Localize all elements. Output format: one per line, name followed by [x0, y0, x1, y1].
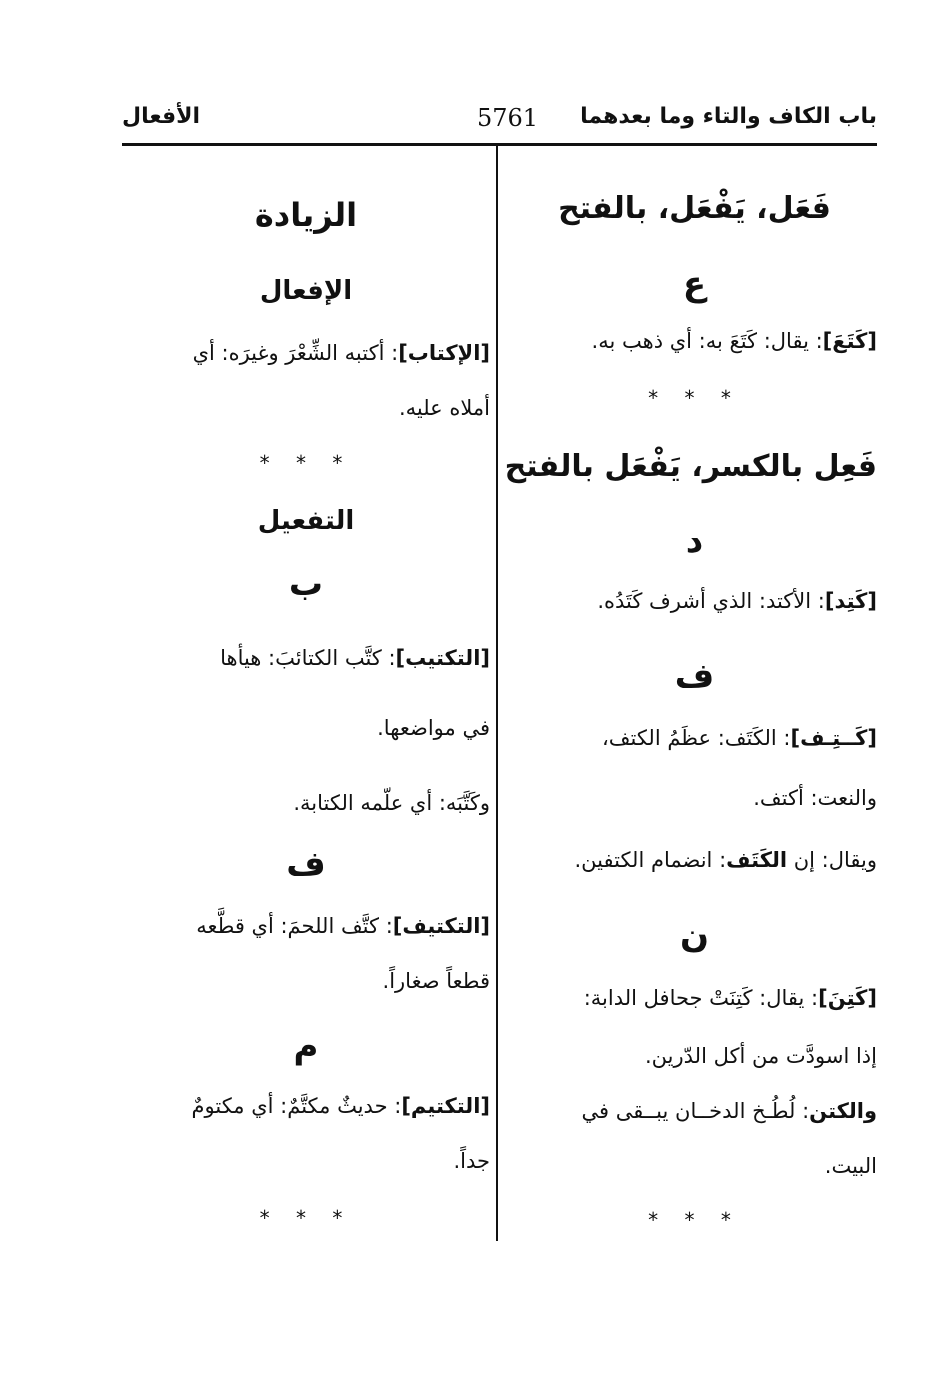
entry-iktab-line2: أملاه عليه.	[398, 396, 490, 420]
column-divider	[496, 146, 498, 1241]
entry-katin: [كَتِنَ]: يقال: كَتِنَتْ جحافل الدابة:	[583, 986, 877, 1010]
separator-stars: * * *	[648, 1208, 741, 1232]
section-title: الأفعال	[122, 104, 201, 129]
separator-stars: * * *	[259, 451, 353, 475]
entry-iktab: [الإكتاب]: أكتبه الشِّعْرَ وغيرَه: أي	[192, 341, 490, 365]
entry-taktib: [التكتيب]: كتَّب الكتائبَ: هيأها	[220, 646, 490, 670]
entry-katin-line4: البيت.	[824, 1154, 877, 1178]
heading-ziyada: الزيادة	[254, 196, 358, 234]
entry-taktim-line2: جداً.	[453, 1149, 490, 1173]
entry-katif-line3: ويقال: إن الكَتَف: انضمام الكتفين.	[574, 848, 877, 872]
entry-taktib-line2: في مواضعها.	[377, 716, 490, 740]
entry-taktif: [التكتيف]: كتَّف اللحمَ: أي قطَّعه	[196, 914, 490, 938]
header-rule	[122, 143, 877, 146]
entry-taktib-line3: وكَتَّبَه: أي علّمه الكتابة.	[293, 791, 490, 815]
letter-heading-ain: ع	[682, 264, 707, 304]
entry-katif-line2: والنعت: أكتف.	[753, 786, 877, 810]
entry-katin-line3: والكتن: لُطُـخ الدخــان يبــقى في	[581, 1099, 877, 1123]
chapter-title: باب الكاف والتاء وما بعدهما	[580, 104, 877, 129]
heading-if3al: الإفعال	[259, 276, 353, 306]
letter-heading-mim: م	[293, 1026, 319, 1066]
heading-fa3il-yaf3al: فَعِل بالكسر، يَفْعَل بالفتح	[504, 449, 877, 484]
heading-fa3al-yaf3al: فَعَل، يَفْعَل، بالفتح	[558, 191, 831, 226]
entry-taktif-line2: قطعاً صغاراً.	[382, 969, 490, 993]
separator-stars: * * *	[259, 1206, 353, 1230]
entry-katid: [كَتِد]: الأكتد: الذي أشرف كَتَدُه.	[597, 589, 877, 613]
letter-heading-fa: ف	[286, 844, 326, 884]
entry-katif: [كَــتِـف]: الكَتَف: عظَمُ الكتف،	[601, 726, 877, 750]
entry-kataa: [كَتَعَ]: يقال: كَتَعَ به: أي ذهب به.	[591, 329, 877, 353]
letter-heading-dal: د	[685, 521, 704, 561]
page-number: 5761	[477, 104, 539, 132]
letter-heading-fa: ف	[674, 656, 715, 696]
running-head	[122, 104, 877, 142]
separator-stars: * * *	[648, 386, 741, 410]
letter-heading-nun: ن	[679, 916, 710, 956]
entry-taktim: [التكتيم]: حديثٌ مكتَّمٌ: أي مكتومٌ	[191, 1094, 490, 1118]
heading-taf3il: التفعيل	[257, 506, 355, 536]
letter-heading-ba: ب	[288, 564, 324, 604]
entry-katin-line2: إذا اسودَّت من أكل الدّرين.	[645, 1044, 877, 1068]
